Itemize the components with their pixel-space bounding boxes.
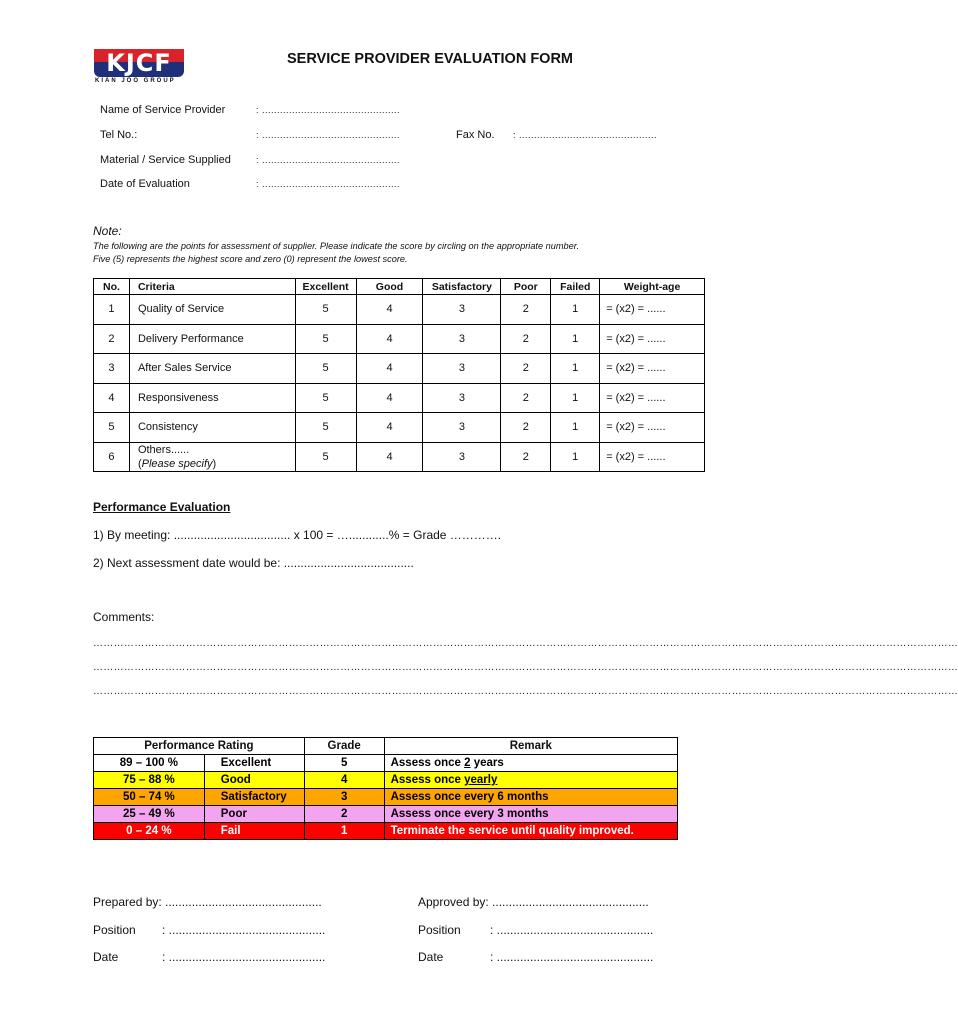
row-weightage[interactable]: = (x2) = ...... [600,383,705,413]
score-poor[interactable]: 2 [501,442,551,472]
row-criteria-others [129,442,295,472]
tel-field[interactable]: : .............................................. [256,130,401,140]
score-excellent[interactable]: 5 [295,324,356,354]
rating-range: 25 – 49 % [94,806,205,823]
logo-subtitle: KIAN JOO GROUP [95,78,176,84]
criteria-table [93,278,705,472]
table-row [94,295,705,325]
col-performance-rating: Performance Rating [94,738,305,755]
tel-label: Tel No.: [100,129,138,141]
rating-remark: Assess once yearly [384,772,677,789]
col-satisfactory: Satisfactory [423,279,501,295]
prepared-date-label: Date [93,950,119,964]
score-failed[interactable]: 1 [551,295,600,325]
prepared-position-field[interactable]: : ............................................... [162,923,326,937]
date-eval-label: Date of Evaluation [100,178,190,190]
comments-label: Comments: [93,610,155,624]
others-label: Others...... [137,443,190,456]
score-poor[interactable]: 2 [501,413,551,443]
note-line-1: The following are the points for assessment of supplier. Please indicate the score by circling on the appropriate number. [93,241,580,251]
table-row [94,413,705,443]
score-satisfactory[interactable]: 3 [423,324,501,354]
rating-range: 75 – 88 % [94,772,205,789]
row-no: 6 [94,442,130,472]
row-criteria: Delivery Performance [129,324,295,354]
table-row [94,442,705,472]
rating-range: 50 – 74 % [94,789,205,806]
row-weightage[interactable]: = (x2) = ...... [600,442,705,472]
score-good[interactable]: 4 [356,295,423,325]
table-row [94,772,678,789]
rating-remark: Terminate the service until quality improved. [384,823,677,840]
row-no: 3 [94,354,130,384]
row-criteria: Quality of Service [129,295,295,325]
comment-line-1[interactable]: ……………………………………………………………………………………………………………………………………………………………………………………………………………………………… [93,638,958,649]
score-failed[interactable]: 1 [551,324,600,354]
next-assessment-line[interactable]: 2) Next assessment date would be: ....................................... [93,556,414,570]
approved-position-label: Position [418,923,461,937]
fax-field[interactable]: : .............................................. [513,130,658,140]
rating-label: Satisfactory [204,789,304,806]
score-satisfactory[interactable]: 3 [423,383,501,413]
score-satisfactory[interactable]: 3 [423,295,501,325]
score-failed[interactable]: 1 [551,383,600,413]
rating-label: Good [204,772,304,789]
score-excellent[interactable]: 5 [295,442,356,472]
note-line-2: Five (5) represents the highest score and zero (0) represent the lowest score. [93,254,408,264]
form-title: SERVICE PROVIDER EVALUATION FORM [287,51,573,67]
table-row [94,789,678,806]
score-satisfactory[interactable]: 3 [423,442,501,472]
score-failed[interactable]: 1 [551,354,600,384]
rating-grade: 4 [304,772,384,789]
company-logo [94,49,186,85]
rating-header-row [94,738,678,755]
row-no: 1 [94,295,130,325]
prepared-date-field[interactable]: : ............................................... [162,950,326,964]
score-good[interactable]: 4 [356,413,423,443]
performance-heading: Performance Evaluation [93,500,231,514]
score-poor[interactable]: 2 [501,324,551,354]
rating-grade: 2 [304,806,384,823]
row-criteria: Responsiveness [129,383,295,413]
rating-remark: Assess once 2 years [384,755,677,772]
score-excellent[interactable]: 5 [295,413,356,443]
row-weightage[interactable]: = (x2) = ...... [600,324,705,354]
material-label: Material / Service Supplied [100,154,231,166]
rating-label: Excellent [204,755,304,772]
col-weightage: Weight-age [600,279,705,295]
approved-by-field[interactable]: Approved by: ............................................... [418,895,649,909]
rating-range: 0 – 24 % [94,823,205,840]
row-criteria: After Sales Service [129,354,295,384]
by-meeting-line[interactable]: 1) By meeting: ................................... x 100 = …............% = Grade …………. [93,528,502,542]
prepared-position-label: Position [93,923,136,937]
score-satisfactory[interactable]: 3 [423,354,501,384]
provider-field[interactable]: : .............................................. [256,105,401,115]
score-good[interactable]: 4 [356,442,423,472]
score-excellent[interactable]: 5 [295,354,356,384]
table-row [94,324,705,354]
col-excellent: Excellent [295,279,356,295]
score-failed[interactable]: 1 [551,442,600,472]
rating-label: Fail [204,823,304,840]
score-poor[interactable]: 2 [501,295,551,325]
rating-label: Poor [204,806,304,823]
rating-grade: 5 [304,755,384,772]
table-row [94,823,678,840]
prepared-by-field[interactable]: Prepared by: ............................................... [93,895,322,909]
score-good[interactable]: 4 [356,383,423,413]
table-row [94,755,678,772]
logo-text: KJCF [106,49,172,77]
approved-date-label: Date [418,950,444,964]
score-poor[interactable]: 2 [501,354,551,384]
row-no: 4 [94,383,130,413]
others-specify-hint: (Please specify) [137,457,217,470]
approved-position-field[interactable]: : ............................................... [490,923,654,937]
material-field[interactable]: : .............................................. [256,155,401,165]
row-criteria: Consistency [129,413,295,443]
col-good: Good [356,279,423,295]
date-eval-field[interactable]: : .............................................. [256,179,401,189]
col-failed: Failed [551,279,600,295]
rating-range: 89 – 100 % [94,755,205,772]
criteria-header-row [94,279,705,295]
rating-grade: 1 [304,823,384,840]
score-poor[interactable]: 2 [501,383,551,413]
rating-remark: Assess once every 3 months [384,806,677,823]
row-weightage[interactable]: = (x2) = ...... [600,295,705,325]
col-poor: Poor [501,279,551,295]
approved-date-field[interactable]: : ............................................... [490,950,654,964]
score-good[interactable]: 4 [356,324,423,354]
score-satisfactory[interactable]: 3 [423,413,501,443]
score-failed[interactable]: 1 [551,413,600,443]
table-row [94,806,678,823]
table-row [94,383,705,413]
rating-grade: 3 [304,789,384,806]
col-remark: Remark [384,738,677,755]
comment-line-3[interactable]: ……………………………………………………………………………………………………………………………………………………………………………………………………………………………… [93,686,958,697]
fax-label: Fax No. [456,129,495,141]
row-no: 5 [94,413,130,443]
col-grade: Grade [304,738,384,755]
logo-mark [94,49,184,77]
score-good[interactable]: 4 [356,354,423,384]
rating-remark: Assess once every 6 months [384,789,677,806]
note-label: Note: [93,224,122,238]
row-weightage[interactable]: = (x2) = ...... [600,413,705,443]
table-row [94,354,705,384]
col-criteria: Criteria [129,279,295,295]
row-no: 2 [94,324,130,354]
comment-line-2[interactable]: ……………………………………………………………………………………………………………………………………………………………………………………………………………………………… [93,662,958,673]
performance-rating-table [93,737,678,840]
score-excellent[interactable]: 5 [295,383,356,413]
score-excellent[interactable]: 5 [295,295,356,325]
provider-label: Name of Service Provider [100,104,226,116]
col-no: No. [94,279,130,295]
row-weightage[interactable]: = (x2) = ...... [600,354,705,384]
